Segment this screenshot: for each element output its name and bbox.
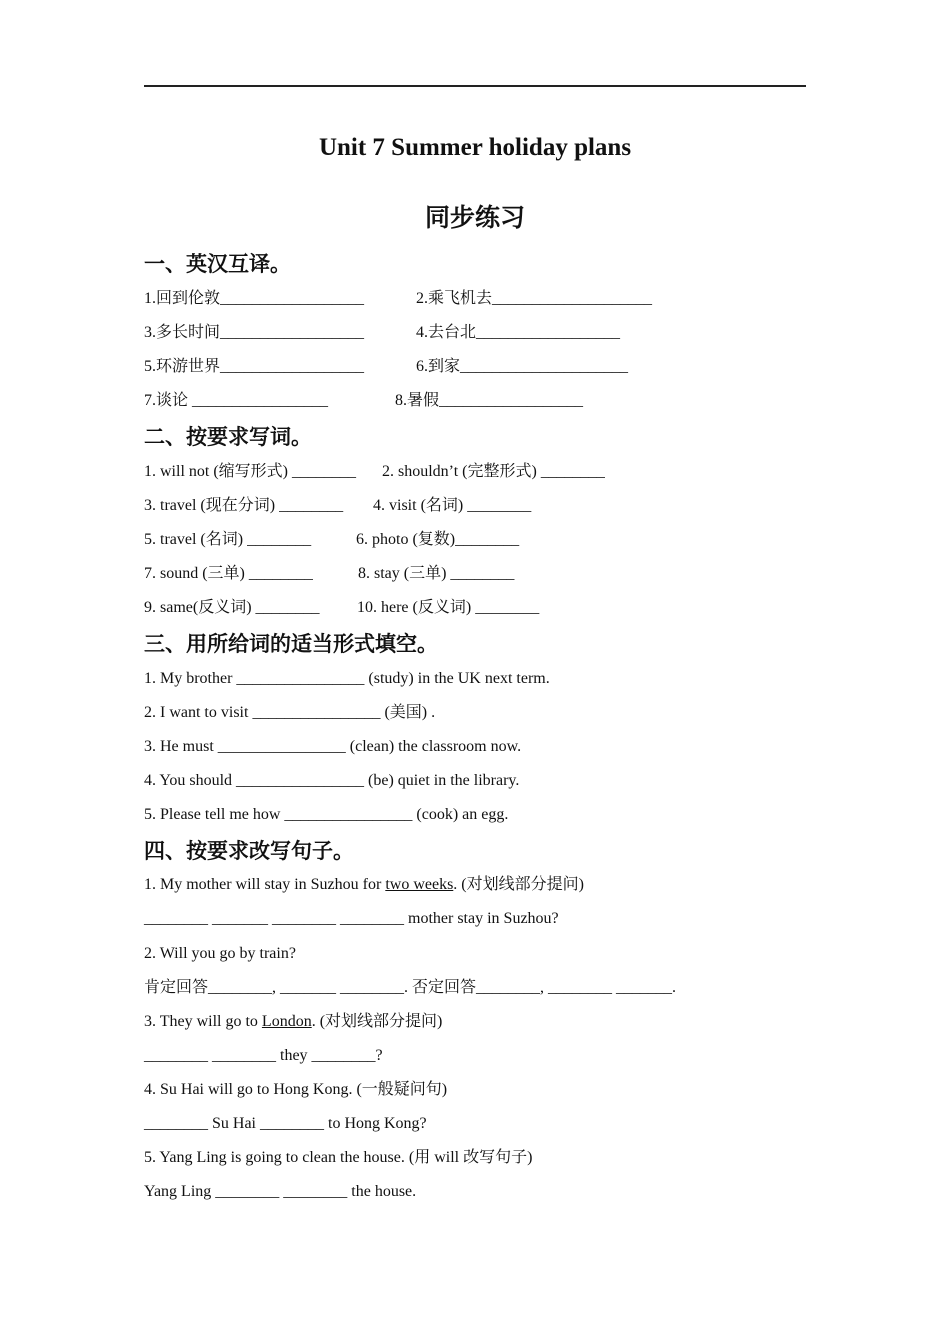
s3-item-2: 2. I want to visit ________________ (美国) .: [144, 704, 436, 721]
page-subtitle: 同步练习: [424, 205, 525, 232]
s3-item-4: 4. You should ________________ (be) quiet in the library.: [144, 772, 520, 789]
s1-item-1: 1.回到伦敦__________________: [144, 290, 365, 307]
s4-q1-underlined: two weeks: [385, 876, 454, 893]
s2-item-6: 6. photo (复数)________: [356, 531, 520, 548]
s1-item-8: 8.暑假__________________: [395, 392, 584, 409]
section1-heading: 一、英汉互译。: [144, 252, 291, 276]
s4-answer-1: ________ _______ ________ ________ mother stay in Suzhou?: [144, 910, 559, 927]
s4-q3-underlined: London: [261, 1013, 312, 1030]
s1-item-6: 6.到家_____________________: [416, 358, 629, 375]
s1-item-3: 3.多长时间__________________: [144, 324, 365, 341]
s2-item-9: 9. same(反义词) ________: [144, 599, 320, 616]
s2-item-8: 8. stay (三单) ________: [358, 565, 515, 582]
s4-answer-5: Yang Ling ________ ________ the house.: [144, 1183, 417, 1200]
s1-item-7: 7.谈论 _________________: [144, 392, 329, 409]
s4-answer-3: ________ ________ they ________?: [144, 1047, 383, 1064]
s4-question-5: 5. Yang Ling is going to clean the house. (用 will 改写句子): [144, 1149, 533, 1166]
s1-item-2: 2.乘飞机去____________________: [416, 290, 653, 307]
section3-heading: 三、用所给词的适当形式填空。: [144, 632, 438, 656]
s2-item-2: 2. shouldn’t (完整形式) ________: [382, 463, 605, 480]
s4-question-3: [144, 1012, 442, 1032]
s4-q1-pre: 1. My mother will stay in Suzhou for: [144, 876, 386, 893]
s4-answer-2: 肯定回答________, _______ ________. 否定回答________, ________ _______.: [144, 979, 677, 996]
s2-item-3: 3. travel (现在分词) ________: [144, 497, 344, 514]
s2-item-4: 4. visit (名词) ________: [373, 497, 532, 514]
s4-q3-post: . (对划线部分提问): [311, 1013, 443, 1030]
header-rule: [144, 85, 806, 87]
s4-question-1: [144, 875, 584, 895]
s4-q3-pre: 3. They will go to: [144, 1013, 262, 1030]
s1-item-5: 5.环游世界__________________: [144, 358, 365, 375]
s3-item-3: 3. He must ________________ (clean) the classroom now.: [144, 738, 522, 755]
s3-item-1: 1. My brother ________________ (study) in the UK next term.: [144, 670, 550, 687]
s2-item-10: 10. here (反义词) ________: [357, 599, 540, 616]
s2-item-5: 5. travel (名词) ________: [144, 531, 312, 548]
section2-heading: 二、按要求写词。: [144, 425, 312, 449]
s1-item-4: 4.去台北__________________: [416, 324, 621, 341]
s4-answer-4: ________ Su Hai ________ to Hong Kong?: [144, 1115, 427, 1132]
s4-question-4: 4. Su Hai will go to Hong Kong. (一般疑问句): [144, 1081, 448, 1098]
s3-item-5: 5. Please tell me how ________________ (cook) an egg.: [144, 806, 509, 823]
section4-heading: 四、按要求改写句子。: [144, 839, 354, 863]
s4-question-2: 2. Will you go by train?: [144, 945, 296, 962]
page-title: Unit 7 Summer holiday plans: [318, 134, 632, 161]
s2-item-1: 1. will not (缩写形式) ________: [144, 463, 356, 480]
s4-q1-post: . (对划线部分提问): [453, 876, 584, 893]
s2-item-7: 7. sound (三单) ________: [144, 565, 313, 582]
